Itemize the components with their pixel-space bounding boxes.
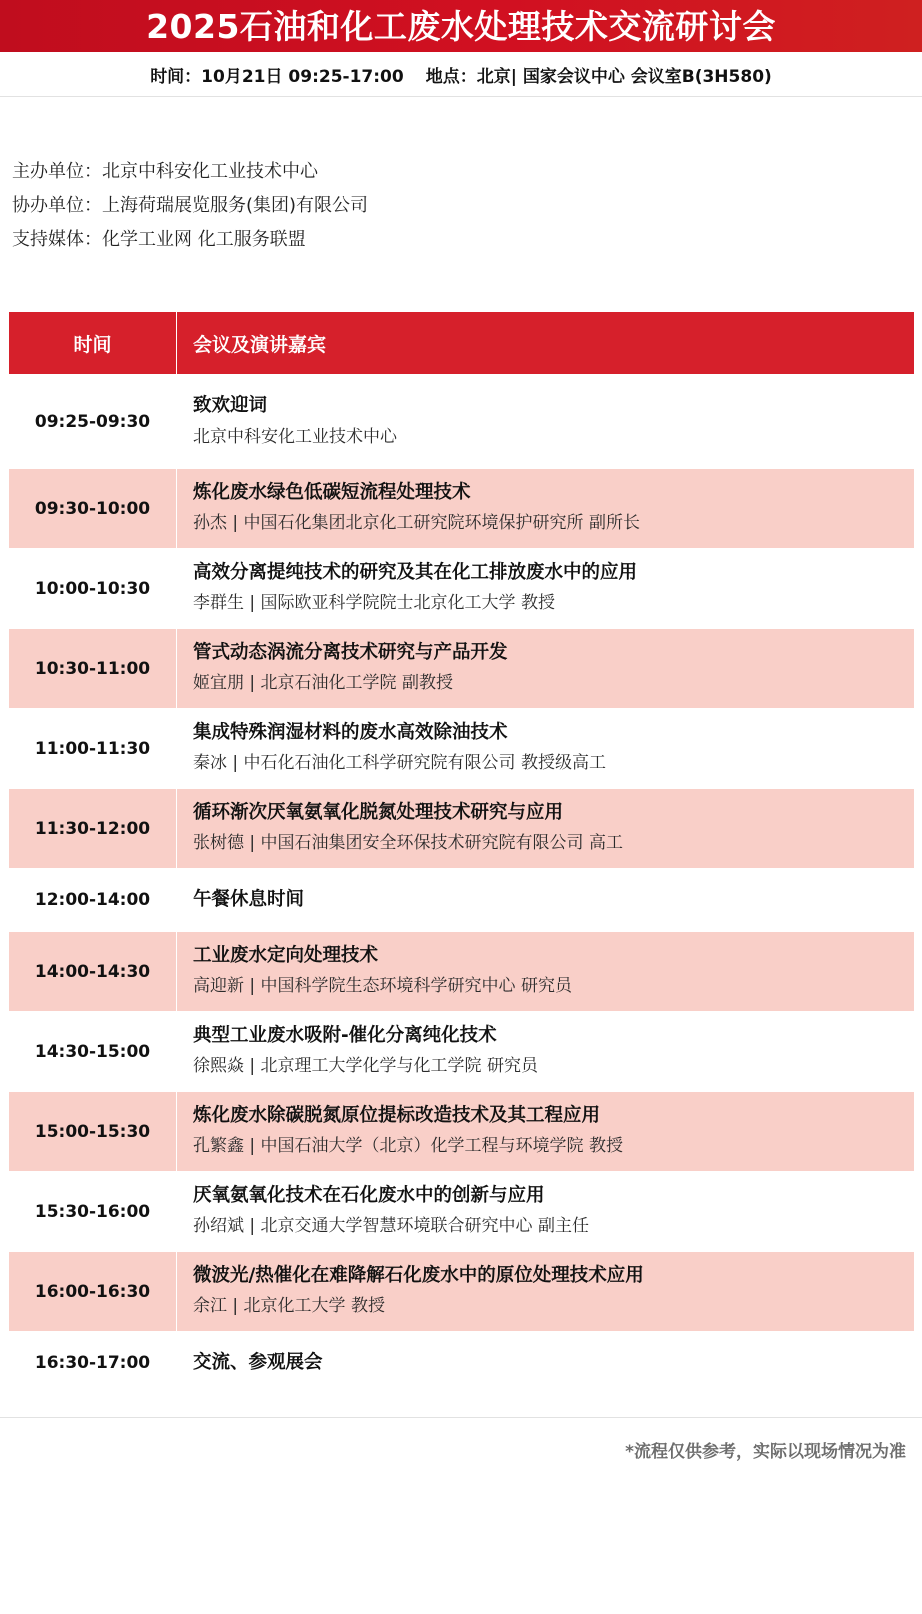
table-row [9, 1252, 915, 1332]
session-speaker: 李群生 | 国际欧亚科学院院士北京化工大学 教授 [193, 593, 555, 613]
row-time: 09:30-10:00 [9, 469, 177, 549]
row-session [177, 1252, 915, 1332]
row-time: 12:00-14:00 [9, 869, 177, 932]
row-time: 15:30-16:00 [9, 1172, 177, 1252]
session-title: 典型工业废水吸附-催化分离纯化技术 [193, 1025, 497, 1046]
organiser-media: 支持媒体：化学工业网 化工服务联盟 [12, 229, 306, 250]
session-speaker: 张树德 | 中国石油集团安全环保技术研究院有限公司 高工 [193, 833, 623, 853]
session-speaker: 孙绍斌 | 北京交通大学智慧环境联合研究中心 副主任 [193, 1216, 589, 1236]
session-title: 集成特殊润湿材料的废水高效除油技术 [193, 722, 508, 743]
row-session [177, 709, 915, 789]
session-title: 午餐休息时间 [193, 889, 305, 910]
row-session [177, 932, 915, 1012]
row-time: 10:30-11:00 [9, 629, 177, 709]
footer-disclaimer: *流程仅供参考，实际以现场情况为准 [625, 1441, 906, 1462]
row-session [177, 375, 915, 469]
session-speaker: 高迎新 | 中国科学院生态环境科学研究中心 研究员 [193, 976, 572, 996]
row-session [177, 1012, 915, 1092]
session-speaker: 姬宜朋 | 北京石油化工学院 副教授 [193, 673, 453, 693]
row-session [177, 469, 915, 549]
session-title: 炼化废水除碳脱氮原位提标改造技术及其工程应用 [193, 1105, 601, 1126]
session-title: 工业废水定向处理技术 [193, 945, 379, 966]
row-time: 16:30-17:00 [9, 1332, 177, 1395]
session-title: 厌氧氨氧化技术在石化废水中的创新与应用 [193, 1185, 545, 1206]
event-title-bar [0, 0, 922, 52]
table-row [9, 789, 915, 869]
row-session [177, 549, 915, 629]
table-row [9, 932, 915, 1012]
row-session [177, 1332, 915, 1395]
row-time: 09:25-09:30 [9, 375, 177, 469]
organiser-host: 主办单位：北京中科安化工业技术中心 [12, 161, 318, 182]
session-speaker: 北京中科安化工业技术中心 [193, 427, 397, 447]
table-row [9, 1332, 915, 1395]
row-session [177, 869, 915, 932]
event-meta-bar [0, 52, 922, 97]
session-title: 循环渐次厌氧氨氧化脱氮处理技术研究与应用 [193, 802, 564, 823]
table-header-row [9, 312, 915, 375]
row-time: 14:00-14:30 [9, 932, 177, 1012]
table-row [9, 869, 915, 932]
session-title: 交流、参观展会 [193, 1352, 323, 1373]
table-row [9, 1092, 915, 1172]
session-title: 高效分离提纯技术的研究及其在化工排放废水中的应用 [193, 562, 638, 583]
row-time: 10:00-10:30 [9, 549, 177, 629]
session-speaker: 孔繁鑫 | 中国石油大学（北京）化学工程与环境学院 教授 [193, 1136, 623, 1156]
row-session [177, 629, 915, 709]
table-row [9, 1012, 915, 1092]
column-header-time: 时间 [9, 312, 177, 375]
session-title: 管式动态涡流分离技术研究与产品开发 [193, 642, 508, 663]
row-time: 11:00-11:30 [9, 709, 177, 789]
table-row [9, 709, 915, 789]
event-time: 时间：10月21日 09:25-17:00 [150, 66, 404, 87]
row-time: 14:30-15:00 [9, 1012, 177, 1092]
row-time: 16:00-16:30 [9, 1252, 177, 1332]
table-row [9, 375, 915, 469]
column-header-session: 会议及演讲嘉宾 [177, 312, 915, 375]
agenda-table-body [9, 375, 915, 1395]
session-title: 炼化废水绿色低碳短流程处理技术 [193, 482, 471, 503]
table-row [9, 629, 915, 709]
session-speaker: 孙杰 | 中国石化集团北京化工研究院环境保护研究所 副所长 [193, 513, 640, 533]
page-title: 2025石油和化工废水处理技术交流研讨会 [146, 6, 776, 46]
session-title: 微波光/热催化在难降解石化废水中的原位处理技术应用 [193, 1265, 644, 1286]
table-row [9, 1172, 915, 1252]
session-title: 致欢迎词 [193, 395, 268, 416]
row-session [177, 1172, 915, 1252]
table-row [9, 469, 915, 549]
session-speaker: 余江 | 北京化工大学 教授 [193, 1296, 385, 1316]
row-session [177, 789, 915, 869]
footer [0, 1417, 922, 1480]
agenda-table [8, 311, 915, 1395]
agenda-table-head [9, 312, 915, 375]
row-time: 15:00-15:30 [9, 1092, 177, 1172]
row-session [177, 1092, 915, 1172]
event-location: 地点：北京| 国家会议中心 会议室B(3H580) [425, 66, 772, 87]
organisers-block [0, 97, 922, 257]
row-time: 11:30-12:00 [9, 789, 177, 869]
organiser-coorganiser: 协办单位：上海荷瑞展览服务(集团)有限公司 [12, 195, 369, 216]
session-speaker: 徐熙焱 | 北京理工大学化学与化工学院 研究员 [193, 1056, 538, 1076]
table-row [9, 549, 915, 629]
session-speaker: 秦冰 | 中石化石油化工科学研究院有限公司 教授级高工 [193, 753, 606, 773]
